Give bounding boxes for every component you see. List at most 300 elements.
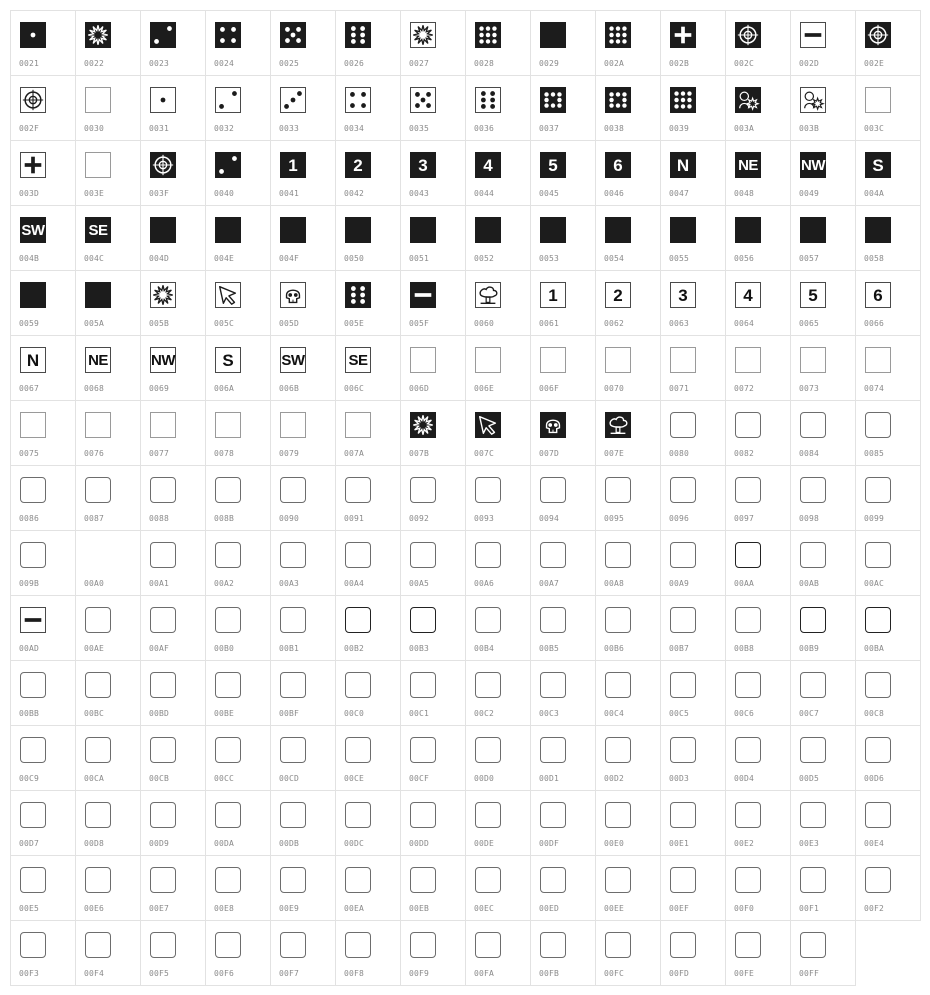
- rounded-square-icon: [150, 737, 176, 763]
- filled-square-icon: [670, 217, 696, 243]
- mushroom-cloud-icon: [606, 413, 630, 437]
- glyph-cell: [75, 855, 141, 921]
- rounded-square-icon: [540, 932, 566, 958]
- empty-square-icon: [20, 412, 46, 438]
- rounded-square-icon: [735, 542, 761, 568]
- figures-icon: [736, 88, 760, 112]
- text-tile-icon: [150, 347, 176, 373]
- glyph-code-label: 0090: [279, 514, 300, 523]
- glyph-cell: [595, 530, 661, 596]
- glyph-cell: [465, 465, 531, 531]
- glyph-cell: [205, 530, 271, 596]
- glyph-code-label: 00DD: [409, 839, 430, 848]
- glyph-code-label: 0082: [734, 449, 755, 458]
- glyph-code-label: 0061: [539, 319, 560, 328]
- glyph-code-label: 0074: [864, 384, 885, 393]
- die-6-icon: [345, 282, 371, 308]
- rounded-square-icon: [410, 542, 436, 568]
- die-1-icon: [20, 22, 46, 48]
- glyph-cell: [530, 595, 596, 661]
- glyph-code-label: 002C: [734, 59, 755, 68]
- glyph-label: SW: [21, 221, 45, 239]
- rounded-square-icon: [345, 867, 371, 893]
- glyph-cell: [335, 400, 401, 466]
- glyph-code-label: 0087: [84, 514, 105, 523]
- glyph-cell: [855, 465, 921, 531]
- glyph-code-label: 00A2: [214, 579, 235, 588]
- glyph-cell: [530, 660, 596, 726]
- glyph-cell: [465, 10, 531, 76]
- glyph-code-label: 0043: [409, 189, 430, 198]
- glyph-code-label: 00FD: [669, 969, 690, 978]
- glyph-cell: [725, 140, 791, 206]
- glyph-code-label: 0076: [84, 449, 105, 458]
- glyph-cell: [725, 790, 791, 856]
- glyph-code-label: 002A: [604, 59, 625, 68]
- rounded-square-icon: [20, 802, 46, 828]
- glyph-code-label: 0033: [279, 124, 300, 133]
- glyph-cell: [270, 855, 336, 921]
- glyph-code-label: 00BE: [214, 709, 235, 718]
- text-tile-icon: [800, 152, 826, 178]
- glyph-row: [10, 920, 920, 985]
- glyph-cell: [75, 465, 141, 531]
- glyph-cell: [10, 790, 76, 856]
- glyph-code-label: 00F2: [864, 904, 885, 913]
- glyph-code-label: 00F8: [344, 969, 365, 978]
- rounded-square-icon: [540, 607, 566, 633]
- glyph-code-label: 0091: [344, 514, 365, 523]
- glyph-label: N: [26, 350, 40, 370]
- glyph-cell: [465, 920, 531, 986]
- glyph-cell: [140, 400, 206, 466]
- glyph-cell: [140, 725, 206, 791]
- glyph-cell: [75, 725, 141, 791]
- figures-icon: [800, 87, 826, 113]
- glyph-cell: [335, 140, 401, 206]
- glyph-code-label: 00E6: [84, 904, 105, 913]
- text-tile-icon: [800, 282, 826, 308]
- minus-icon: [801, 23, 825, 47]
- glyph-cell: [725, 660, 791, 726]
- glyph-label: 4: [743, 285, 753, 305]
- text-tile-icon: [280, 152, 306, 178]
- glyph-code-label: 00AF: [149, 644, 170, 653]
- glyph-cell: [790, 270, 856, 336]
- glyph-row: [10, 75, 920, 140]
- rounded-square-icon: [85, 802, 111, 828]
- glyph-cell: [10, 75, 76, 141]
- text-tile-icon: [20, 347, 46, 373]
- glyph-code-label: 0045: [539, 189, 560, 198]
- glyph-label: 2: [613, 285, 623, 305]
- empty-square-icon: [540, 347, 566, 373]
- glyph-code-label: 0031: [149, 124, 170, 133]
- glyph-label: 3: [678, 285, 688, 305]
- glyph-cell: [400, 400, 466, 466]
- rounded-square-icon: [150, 932, 176, 958]
- glyph-cell: [335, 530, 401, 596]
- glyph-label: S: [222, 350, 234, 370]
- glyph-cell: [140, 140, 206, 206]
- glyph-cell: [855, 10, 921, 76]
- glyph-code-label: 00D6: [864, 774, 885, 783]
- rounded-square-icon: [215, 932, 241, 958]
- die-9-icon: [475, 22, 501, 48]
- glyph-cell: [790, 205, 856, 271]
- glyph-code-label: 00B1: [279, 644, 300, 653]
- glyph-code-label: 00C8: [864, 709, 885, 718]
- die-2-icon: [150, 22, 176, 48]
- empty-square-icon: [150, 412, 176, 438]
- glyph-label: SE: [348, 351, 368, 369]
- glyph-cell: [530, 920, 596, 986]
- glyph-cell: [75, 205, 141, 271]
- text-tile-icon: [345, 152, 371, 178]
- rounded-square-icon: [800, 477, 826, 503]
- glyph-cell: [75, 335, 141, 401]
- glyph-code-label: 0079: [279, 449, 300, 458]
- glyph-code-label: 00A0: [84, 579, 105, 588]
- rounded-square-icon: [800, 542, 826, 568]
- rounded-square-icon: [410, 932, 436, 958]
- glyph-code-label: 0021: [19, 59, 40, 68]
- glyph-cell: [660, 530, 726, 596]
- glyph-code-label: 00F3: [19, 969, 40, 978]
- glyph-code-label: 0036: [474, 124, 495, 133]
- glyph-code-label: 006E: [474, 384, 495, 393]
- die-9-icon: [606, 23, 630, 47]
- glyph-code-label: 0029: [539, 59, 560, 68]
- glyph-code-label: 00EB: [409, 904, 430, 913]
- rounded-square-icon: [865, 802, 891, 828]
- rounded-square-icon: [475, 542, 501, 568]
- glyph-row: [10, 530, 920, 595]
- glyph-code-label: 00E0: [604, 839, 625, 848]
- filled-square-icon: [540, 217, 566, 243]
- die-8-icon: [541, 88, 565, 112]
- glyph-cell: [75, 10, 141, 76]
- glyph-cell: [595, 465, 661, 531]
- glyph-code-label: 0064: [734, 319, 755, 328]
- glyph-code-label: 00CA: [84, 774, 105, 783]
- glyph-cell: [725, 725, 791, 791]
- filled-square-icon: [85, 282, 111, 308]
- glyph-cell: [205, 270, 271, 336]
- glyph-code-label: 008B: [214, 514, 235, 523]
- rounded-square-icon: [345, 737, 371, 763]
- glyph-cell: [270, 400, 336, 466]
- rounded-square-icon: [345, 477, 371, 503]
- die-6-icon: [346, 283, 370, 307]
- glyph-cell: [205, 920, 271, 986]
- glyph-cell: [725, 530, 791, 596]
- die-4-icon: [345, 87, 371, 113]
- glyph-code-label: 00BA: [864, 644, 885, 653]
- die-6-icon: [345, 22, 371, 48]
- empty-square-icon: [345, 412, 371, 438]
- text-tile-icon: [85, 217, 111, 243]
- die-5-icon: [411, 88, 435, 112]
- glyph-cell: [400, 595, 466, 661]
- die-9-icon: [671, 88, 695, 112]
- glyph-cell: [75, 140, 141, 206]
- glyph-code-label: 0051: [409, 254, 430, 263]
- glyph-code-label: 00B6: [604, 644, 625, 653]
- rounded-square-icon: [150, 867, 176, 893]
- glyph-code-label: 0099: [864, 514, 885, 523]
- glyph-code-label: 00E5: [19, 904, 40, 913]
- glyph-cell: [855, 270, 921, 336]
- glyph-cell: [855, 530, 921, 596]
- glyph-code-label: 003B: [799, 124, 820, 133]
- glyph-code-label: 009B: [19, 579, 40, 588]
- glyph-cell: [270, 595, 336, 661]
- glyph-code-label: 004E: [214, 254, 235, 263]
- glyph-code-label: 002F: [19, 124, 40, 133]
- glyph-code-label: 004B: [19, 254, 40, 263]
- rounded-square-icon: [670, 867, 696, 893]
- glyph-code-label: 00EC: [474, 904, 495, 913]
- empty-square-icon: [605, 347, 631, 373]
- glyph-code-label: 0088: [149, 514, 170, 523]
- glyph-code-label: 00CB: [149, 774, 170, 783]
- rounded-square-icon: [215, 542, 241, 568]
- glyph-code-label: 00A5: [409, 579, 430, 588]
- glyph-cell: [270, 205, 336, 271]
- rounded-square-icon: [605, 477, 631, 503]
- rounded-square-icon: [605, 607, 631, 633]
- empty-square-icon: [475, 347, 501, 373]
- die-4-icon: [215, 22, 241, 48]
- glyph-code-label: 0047: [669, 189, 690, 198]
- rounded-square-icon: [410, 802, 436, 828]
- glyph-cell: [400, 270, 466, 336]
- text-tile-icon: [735, 282, 761, 308]
- target-icon: [865, 22, 891, 48]
- glyph-cell: [790, 400, 856, 466]
- glyph-cell: [205, 75, 271, 141]
- glyph-code-label: 00B3: [409, 644, 430, 653]
- glyph-code-label: 00FF: [799, 969, 820, 978]
- rounded-square-icon: [475, 672, 501, 698]
- glyph-cell: [530, 465, 596, 531]
- empty-square-icon: [670, 347, 696, 373]
- glyph-cell: [335, 205, 401, 271]
- glyph-code-label: 0094: [539, 514, 560, 523]
- rounded-square-icon: [215, 477, 241, 503]
- glyph-code-label: 006C: [344, 384, 365, 393]
- glyph-cell: [10, 530, 76, 596]
- rounded-square-icon: [735, 607, 761, 633]
- filled-square-icon: [280, 217, 306, 243]
- rounded-square-icon: [410, 607, 436, 633]
- rounded-square-icon: [865, 737, 891, 763]
- glyph-cell: [530, 530, 596, 596]
- glyph-row: [10, 595, 920, 660]
- glyph-cell: [140, 205, 206, 271]
- glyph-cell: [10, 270, 76, 336]
- glyph-code-label: 002E: [864, 59, 885, 68]
- rounded-square-icon: [605, 867, 631, 893]
- empty-square-icon: [85, 87, 111, 113]
- glyph-code-label: 00C1: [409, 709, 430, 718]
- glyph-code-label: 0044: [474, 189, 495, 198]
- glyph-cell: [400, 725, 466, 791]
- filled-square-icon: [475, 217, 501, 243]
- glyph-cell: [205, 595, 271, 661]
- glyph-code-label: 00E3: [799, 839, 820, 848]
- glyph-cell: [140, 465, 206, 531]
- glyph-cell: [400, 530, 466, 596]
- glyph-cell: [465, 400, 531, 466]
- rounded-square-icon: [280, 672, 306, 698]
- rounded-square-icon: [735, 802, 761, 828]
- glyph-cell: [790, 660, 856, 726]
- rounded-square-icon: [85, 477, 111, 503]
- glyph-code-label: 0027: [409, 59, 430, 68]
- die-8-icon: [605, 87, 631, 113]
- rounded-square-icon: [540, 867, 566, 893]
- glyph-code-label: 007C: [474, 449, 495, 458]
- glyph-code-label: 00D7: [19, 839, 40, 848]
- glyph-code-label: 00A1: [149, 579, 170, 588]
- glyph-cell: [595, 660, 661, 726]
- glyph-cell: [725, 920, 791, 986]
- rounded-square-icon: [85, 672, 111, 698]
- filled-square-icon: [410, 217, 436, 243]
- glyph-cell: [595, 725, 661, 791]
- glyph-code-label: 0080: [669, 449, 690, 458]
- glyph-code-label: 0096: [669, 514, 690, 523]
- rounded-square-icon: [85, 932, 111, 958]
- glyph-cell: [270, 465, 336, 531]
- glyph-label: S: [872, 155, 884, 175]
- glyph-cell: [335, 335, 401, 401]
- glyph-code-label: 00B8: [734, 644, 755, 653]
- text-tile-icon: [865, 152, 891, 178]
- glyph-cell: [465, 205, 531, 271]
- glyph-cell: [140, 75, 206, 141]
- glyph-cell: [855, 400, 921, 466]
- glyph-cell: [530, 335, 596, 401]
- glyph-code-label: 0024: [214, 59, 235, 68]
- rounded-square-icon: [735, 867, 761, 893]
- glyph-code-label: 0030: [84, 124, 105, 133]
- rounded-square-icon: [670, 932, 696, 958]
- filled-square-icon: [800, 217, 826, 243]
- glyph-cell: [465, 725, 531, 791]
- glyph-cell: [335, 270, 401, 336]
- rounded-square-icon: [735, 932, 761, 958]
- glyph-code-label: 00DB: [279, 839, 300, 848]
- glyph-code-label: 006B: [279, 384, 300, 393]
- glyph-code-label: 00D5: [799, 774, 820, 783]
- glyph-cell: [465, 660, 531, 726]
- rounded-square-icon: [215, 737, 241, 763]
- glyph-row: [10, 140, 920, 205]
- rounded-square-icon: [800, 802, 826, 828]
- target-icon: [150, 152, 176, 178]
- rounded-square-icon: [20, 672, 46, 698]
- minus-icon: [411, 283, 435, 307]
- die-4-icon: [346, 88, 370, 112]
- glyph-code-label: 0040: [214, 189, 235, 198]
- die-3-icon: [280, 87, 306, 113]
- glyph-cell: [855, 75, 921, 141]
- glyph-cell: [595, 140, 661, 206]
- glyph-cell: [855, 725, 921, 791]
- glyph-code-label: 007E: [604, 449, 625, 458]
- glyph-cell: [205, 10, 271, 76]
- rounded-square-icon: [865, 542, 891, 568]
- explosion-icon: [411, 413, 435, 437]
- glyph-cell: [400, 790, 466, 856]
- plus-icon: [671, 23, 695, 47]
- die-9-icon: [670, 87, 696, 113]
- glyph-cell: [855, 140, 921, 206]
- rounded-square-icon: [475, 932, 501, 958]
- glyph-label: 3: [418, 155, 428, 175]
- glyph-row: [10, 790, 920, 855]
- glyph-cell: [10, 10, 76, 76]
- rounded-square-icon: [540, 737, 566, 763]
- glyph-cell: [205, 335, 271, 401]
- glyph-cell: [530, 205, 596, 271]
- glyph-code-label: 00EA: [344, 904, 365, 913]
- explosion-icon: [410, 412, 436, 438]
- plus-icon: [670, 22, 696, 48]
- glyph-label: NW: [801, 156, 825, 174]
- glyph-code-label: 00E9: [279, 904, 300, 913]
- glyph-label: SE: [88, 221, 108, 239]
- glyph-cell: [205, 660, 271, 726]
- glyph-cell: [595, 855, 661, 921]
- glyph-cell: [270, 920, 336, 986]
- glyph-code-label: 005C: [214, 319, 235, 328]
- glyph-cell: [400, 855, 466, 921]
- glyph-code-label: 0072: [734, 384, 755, 393]
- glyph-code-label: 00E2: [734, 839, 755, 848]
- rounded-square-icon: [410, 867, 436, 893]
- glyph-code-label: 005A: [84, 319, 105, 328]
- glyph-code-label: 004A: [864, 189, 885, 198]
- glyph-cell: [790, 10, 856, 76]
- die-6-icon: [476, 88, 500, 112]
- die-2-icon: [216, 88, 240, 112]
- glyph-cell: [790, 335, 856, 401]
- rounded-square-icon: [800, 412, 826, 438]
- glyph-cell: [530, 790, 596, 856]
- glyph-cell: [75, 530, 141, 596]
- glyph-code-label: 0046: [604, 189, 625, 198]
- empty-square-icon: [800, 347, 826, 373]
- glyph-cell: [530, 75, 596, 141]
- glyph-code-label: 0025: [279, 59, 300, 68]
- die-2-icon: [151, 23, 175, 47]
- glyph-code-label: 00ED: [539, 904, 560, 913]
- glyph-cell: [400, 75, 466, 141]
- minus-icon: [20, 607, 46, 633]
- glyph-row: [10, 270, 920, 335]
- glyph-label: N: [676, 155, 690, 175]
- glyph-label: 6: [873, 285, 883, 305]
- rounded-square-icon: [735, 737, 761, 763]
- rounded-square-icon: [20, 477, 46, 503]
- glyph-cell: [595, 595, 661, 661]
- glyph-cell: [400, 335, 466, 401]
- glyph-cell: [205, 400, 271, 466]
